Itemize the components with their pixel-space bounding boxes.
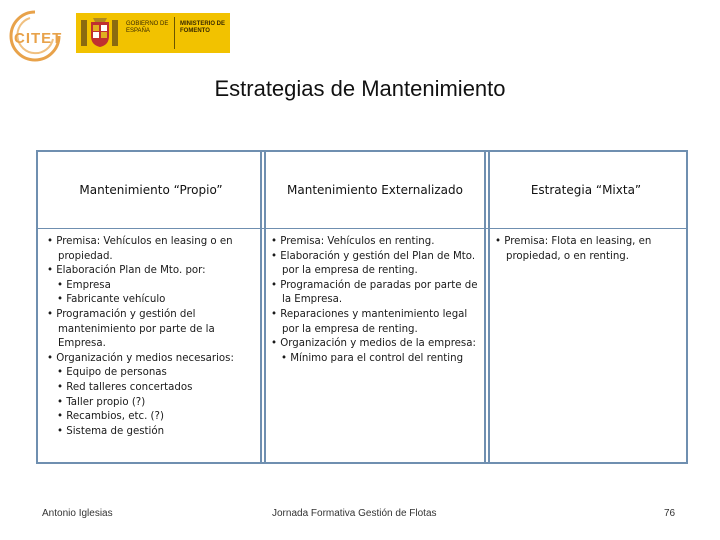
bullet-item: • Premisa: Vehículos en renting. [268, 235, 482, 250]
gov-line2: MINISTERIO DE FOMENTO [180, 21, 226, 34]
column-propio [36, 150, 266, 464]
column-heading: Mantenimiento “Propio” [36, 150, 266, 228]
sub-bullet-item: • Red talleres concertados [44, 381, 258, 396]
column-body [36, 228, 266, 464]
sub-bullet-item: • Empresa [44, 279, 258, 294]
bullet-item: • Organización y medios de la empresa: [268, 337, 482, 352]
gov-line1: GOBIERNO DE ESPAÑA [126, 21, 169, 34]
footer-author: Antonio Iglesias [42, 508, 113, 519]
bullet-item: • Organización y medios necesarios: [44, 352, 258, 367]
sub-bullet-item: • Fabricante vehículo [44, 293, 258, 308]
footer-event: Jornada Formativa Gestión de Flotas [272, 508, 437, 519]
citet-logo-text: CITET [14, 30, 63, 47]
sub-bullet-item: • Recambios, etc. (?) [44, 410, 258, 425]
bullet-list [44, 235, 258, 439]
bullet-item: • Programación y gestión del mantenimiento por parte de la Empresa. [44, 308, 258, 352]
column-mixta [484, 150, 688, 464]
bullet-item: • Premisa: Flota en leasing, en propiedad, o en renting. [492, 235, 680, 264]
column-body [260, 228, 490, 464]
government-logo [76, 13, 230, 53]
page-title: Estrategias de Mantenimiento [214, 76, 506, 101]
column-body [484, 228, 688, 464]
bullet-list [268, 235, 482, 366]
coat-of-arms-icon [79, 16, 121, 50]
bullet-item: • Premisa: Vehículos en leasing o en propiedad. [44, 235, 258, 264]
bullet-item: • Elaboración Plan de Mto. por: [44, 264, 258, 279]
bullet-item: • Programación de paradas por parte de la Empresa. [268, 279, 482, 308]
sub-bullet-item: • Mínimo para el control del renting [268, 352, 482, 367]
page-number: 76 [664, 508, 676, 519]
column-heading: Estrategia “Mixta” [484, 150, 688, 228]
gov-divider [174, 17, 175, 49]
bullet-item: • Reparaciones y mantenimiento legal por la empresa de renting. [268, 308, 482, 337]
bullet-item: • Elaboración y gestión del Plan de Mto. por la empresa de renting. [268, 250, 482, 279]
sub-bullet-item: • Taller propio (?) [44, 396, 258, 411]
column-externalizado [260, 150, 490, 464]
sub-bullet-item: • Equipo de personas [44, 366, 258, 381]
column-heading: Mantenimiento Externalizado [260, 150, 490, 228]
sub-bullet-item: • Sistema de gestión [44, 425, 258, 440]
bullet-list [492, 235, 680, 264]
